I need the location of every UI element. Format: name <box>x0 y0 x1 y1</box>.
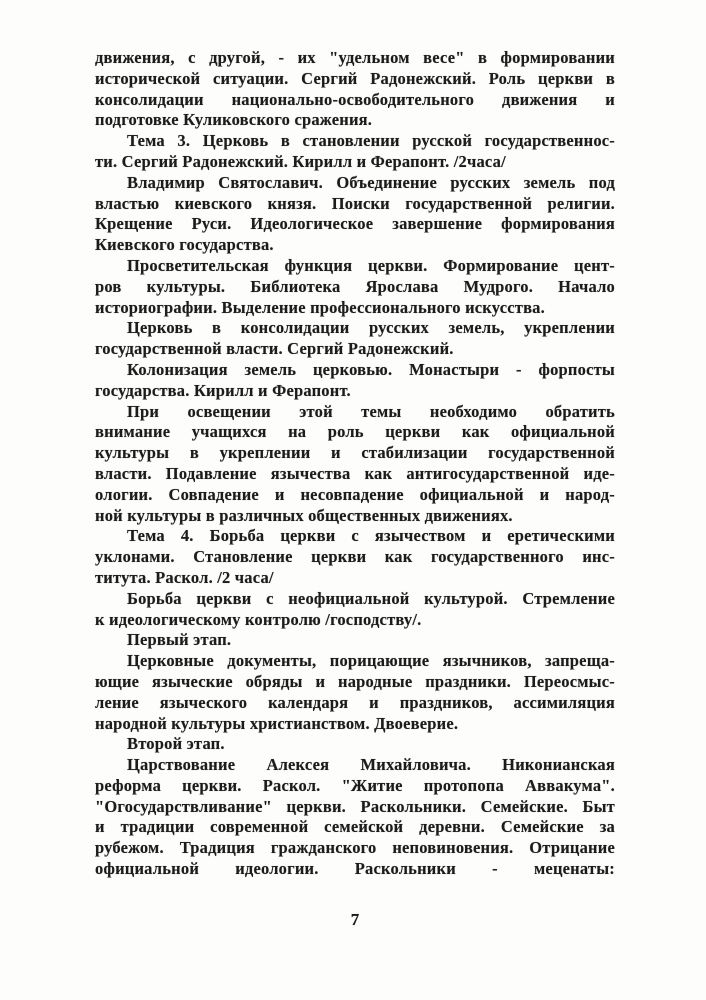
page-footer <box>95 910 615 930</box>
text-line: рубежом. Традиция гражданского неповиновения. Отрицание <box>95 838 615 858</box>
text-line: культуры в укреплении и стабилизации государственной <box>95 443 615 463</box>
text-line: исторической ситуации. Сергий Радонежский. Роль церкви в <box>95 68 615 88</box>
text-line: народной культуры христианством. Двоеверие. <box>95 713 459 733</box>
text-line: власти. Подавление язычества как антигосударственной иде- <box>95 463 615 483</box>
text-line: уклонами. Становление церкви как государственного инс- <box>95 547 615 567</box>
text-line: властью киевского князя. Поиски государственной религии. <box>95 193 615 213</box>
text-line: ологии. Совпадение и несовпадение официальной и народ- <box>95 484 615 504</box>
text-line: титута. Раскол. /2 часа/ <box>95 567 274 587</box>
text-line: Борьба церкви с неофициальной культурой. Стремление <box>127 588 615 608</box>
text-line: ной культуры в различных общественных движениях. <box>95 505 513 525</box>
text-line: При освещении этой темы необходимо обратить <box>127 401 615 421</box>
text-line: государства. Кирилл и Ферапонт. <box>95 380 351 400</box>
text-line: Церковь в консолидации русских земель, укреплении <box>127 318 615 338</box>
text-line: к идеологическому контролю /господству/. <box>95 609 422 629</box>
text-line: реформа церкви. Раскол. "Житие протопопа Аввакума". <box>95 775 615 795</box>
text-line: подготовке Куликовского сражения. <box>95 110 373 130</box>
text-line: Крещение Руси. Идеологическое завершение формирования <box>95 214 615 234</box>
text-line: Просветительская функция церкви. Формирование цент- <box>127 255 615 275</box>
text-line: "Огосударствливание" церкви. Раскольники. Семейские. Быт <box>95 796 615 816</box>
text-line: Тема 3. Церковь в становлении русской государственнос- <box>127 131 615 151</box>
text-line: консолидации национально-освободительного движения и <box>95 89 615 109</box>
text-line: Владимир Святославич. Объединение русских земель под <box>127 172 615 192</box>
text-line: Второй этап. <box>127 734 225 754</box>
page-number: 7 <box>350 910 360 929</box>
text-line: Царствование Алексея Михайловича. Никонианская <box>127 755 615 775</box>
text-line: Первый этап. <box>127 630 232 650</box>
text-line: Киевского государства. <box>95 235 274 255</box>
text-line: внимание учащихся на роль церкви как официальной <box>95 422 615 442</box>
text-line: и традиции современной семейской деревни. Семейские за <box>95 817 615 837</box>
text-line: ров культуры. Библиотека Ярослава Мудрого. Начало <box>95 276 615 296</box>
text-line: ющие языческие обряды и народные праздники. Переосмыс- <box>95 671 615 691</box>
text-line: официальной идеологии. Раскольники - меценаты: <box>95 859 615 879</box>
text-line: историографии. Выделение профессионального искусства. <box>95 297 545 317</box>
text-line: Тема 4. Борьба церкви с язычеством и еретическими <box>127 526 615 546</box>
text-line: государственной власти. Сергий Радонежский. <box>95 339 454 359</box>
text-line: движения, с другой, - их "удельном весе" в формировании <box>95 48 615 67</box>
text-line: ление языческого календаря и праздников, ассимиляция <box>95 692 615 712</box>
text-line: ти. Сергий Радонежский. Кирилл и Ферапонт. /2часа/ <box>95 151 506 171</box>
text-line: Колонизация земель церковью. Монастыри - форпосты <box>127 359 615 379</box>
body-text-block <box>95 48 615 880</box>
text-line: Церковные документы, порицающие язычников, запреща- <box>127 651 615 671</box>
